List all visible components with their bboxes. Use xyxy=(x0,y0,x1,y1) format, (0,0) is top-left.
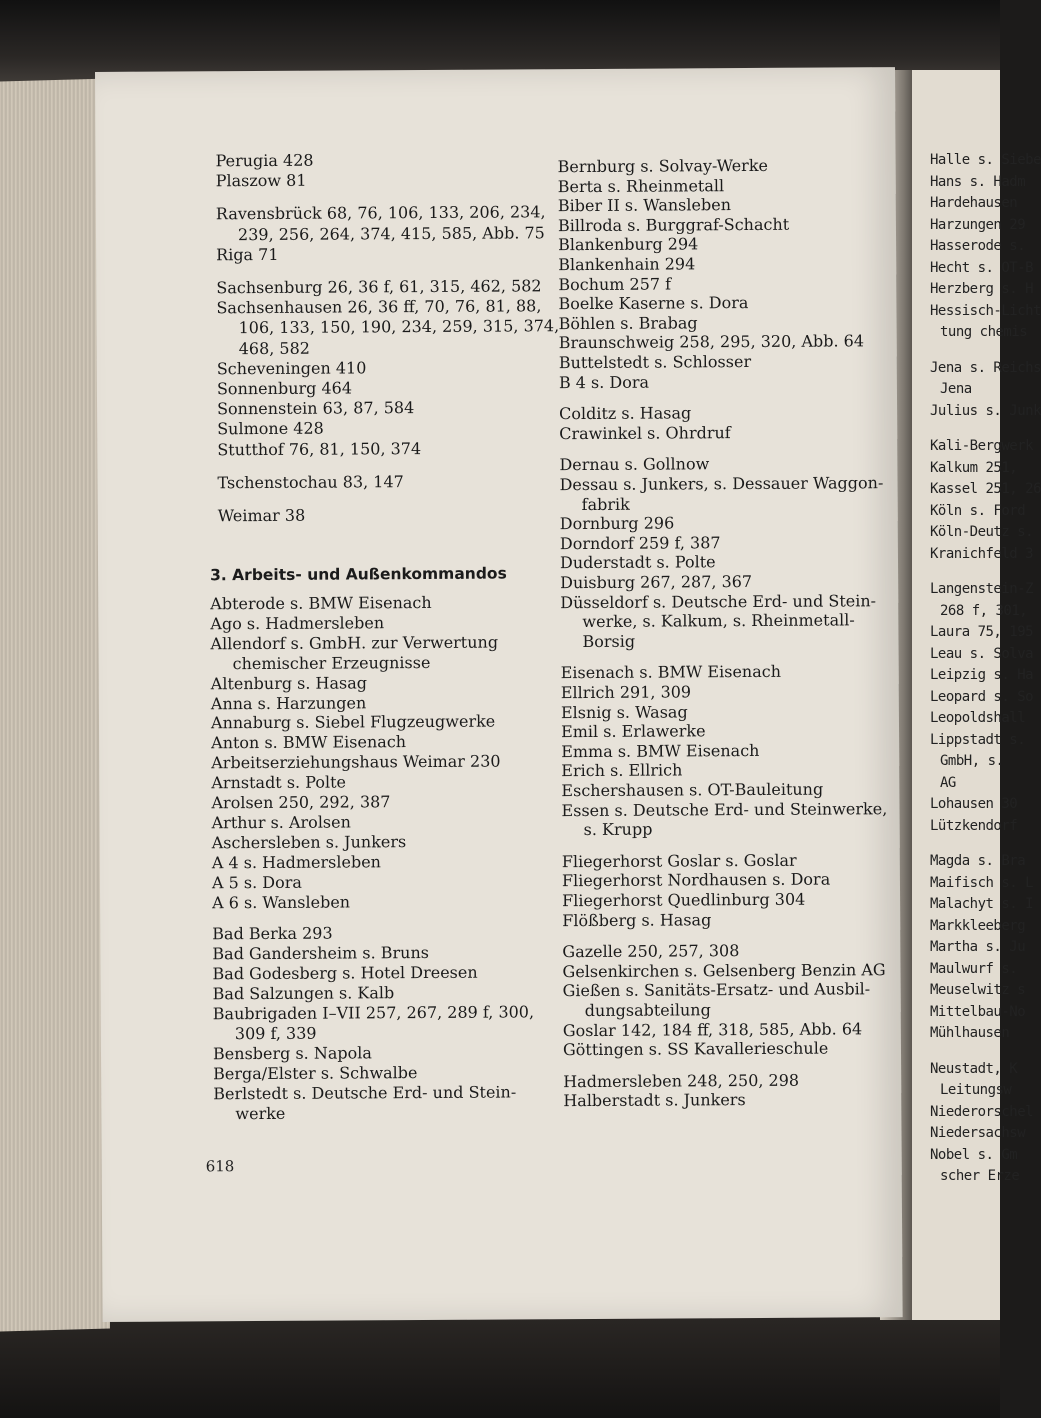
next-page-entry: Hasserode s. xyxy=(930,238,1026,254)
index-entry: Plaszow 81 xyxy=(215,170,307,191)
next-page-entry: Langenstein-Z xyxy=(930,581,1034,597)
next-page-entry: Maifisch s. L xyxy=(930,874,1034,891)
index-entry: Berga/Elster s. Schwalbe xyxy=(213,1062,418,1083)
next-page-entry: Niedersachsw xyxy=(930,1125,1026,1141)
next-page-entry: Köln s. Ford xyxy=(930,502,1026,519)
index-entry: Dorndorf 259 f, 387 xyxy=(559,532,721,553)
index-entry: Altenburg s. Hasag xyxy=(210,672,368,693)
index-entry: 468, 582 xyxy=(238,338,310,358)
page-number: 618 xyxy=(205,1157,235,1176)
next-page-entry: Hans s. Hadm xyxy=(930,173,1026,190)
index-entry: Sulmone 428 xyxy=(217,418,324,439)
index-entry: A 6 s. Wansleben xyxy=(212,891,351,912)
index-entry: Essen s. Deutsche Erd- und Steinwerke, xyxy=(561,798,888,820)
next-page-entry: Kalkum 251, xyxy=(930,459,1018,476)
index-entry: 309 f, 339 xyxy=(234,1023,317,1044)
next-page-entry: Martha s. Ju xyxy=(930,939,1026,955)
index-entry: Göttingen s. SS Kavallerieschule xyxy=(562,1038,829,1060)
index-entry: Arolsen 250, 292, 387 xyxy=(211,792,391,813)
index-entry: Bad Salzungen s. Kalb xyxy=(212,983,395,1004)
index-entry: Aschersleben s. Junkers xyxy=(211,831,407,853)
index-entry: Buttelstedt s. Schlosser xyxy=(558,351,752,373)
next-page-entry: Malachyt s. I xyxy=(930,896,1034,912)
next-page-entry: Kassel 251, 26 xyxy=(930,481,1041,497)
index-entry: Gelsenkirchen s. Gelsenberg Benzin AG xyxy=(562,959,886,981)
index-entry: Bensberg s. Napola xyxy=(212,1043,372,1064)
index-entry: Duderstadt s. Polte xyxy=(559,552,716,573)
next-page-entry: Maulwurf s. xyxy=(930,960,1018,977)
index-entry: Perugia 428 xyxy=(215,150,314,171)
index-entry: Böhlen s. Brabag xyxy=(558,313,698,333)
next-page-entry: scher Erze xyxy=(940,1168,1020,1184)
index-entry: Crawinkel s. Ohrdruf xyxy=(559,422,731,443)
index-entry: Abterode s. BMW Eisenach xyxy=(210,592,432,614)
next-page-entry: AG xyxy=(940,774,956,791)
index-entry: Halberstadt s. Junkers xyxy=(563,1090,746,1111)
index-entry: 239, 256, 264, 374, 415, 585, Abb. 75 xyxy=(237,222,545,244)
next-page-entry: Köln-Deutz s. xyxy=(930,524,1034,540)
index-entry: Sonnenburg 464 xyxy=(216,378,353,399)
next-page-entry: Neustadt, K xyxy=(930,1060,1018,1077)
index-entry: Arbeitserziehungshaus Weimar 230 xyxy=(211,751,501,773)
index-entry: Sonnenstein 63, 87, 584 xyxy=(217,398,415,419)
index-entry: Dessau s. Junkers, s. Dessauer Waggon- xyxy=(559,473,884,495)
next-page-entry: 268 f, 301, xyxy=(940,602,1028,619)
index-entry: Ellrich 291, 309 xyxy=(560,682,692,703)
index-entry: Allendorf s. GmbH. zur Verwertung xyxy=(210,632,499,654)
next-page-entry: Lohausen 30 xyxy=(930,796,1018,812)
next-page-entry: Kranichfeld 3 xyxy=(930,545,1034,562)
book-page xyxy=(95,67,903,1322)
next-page-entry: Hecht s. OT-B xyxy=(930,259,1034,276)
index-entry: Arthur s. Arolsen xyxy=(211,812,351,833)
next-page-entry: Leitungsw xyxy=(940,1082,1012,1098)
next-page-entry: Halle s. Siebe xyxy=(930,152,1041,168)
index-entry: Baubrigaden I–VII 257, 267, 289 f, 300, xyxy=(212,1002,535,1024)
index-entry: Duisburg 267, 287, 367 xyxy=(560,571,753,593)
index-entry: Bochum 257 f xyxy=(558,274,672,294)
index-entry: B 4 s. Dora xyxy=(558,372,650,392)
next-page-entry: Lützkendorf xyxy=(930,817,1018,834)
index-entry: Dernau s. Gollnow xyxy=(559,454,710,475)
index-entry: Weimar 38 xyxy=(217,505,306,526)
index-entry: Fliegerhorst Quedlinburg 304 xyxy=(562,889,806,911)
index-entry: Bad Berka 293 xyxy=(212,923,333,944)
index-entry: Gießen s. Sanitäts-Ersatz- und Ausbil- xyxy=(562,979,871,1001)
index-entry: Braunschweig 258, 295, 320, Abb. 64 xyxy=(558,331,865,353)
index-entry: Anton s. BMW Eisenach xyxy=(211,732,407,753)
next-page-entry: Leopoldshall xyxy=(930,710,1026,726)
index-entry: Colditz s. Hasag xyxy=(559,403,692,424)
index-entry: fabrik xyxy=(581,494,630,514)
next-page-entry: Leipzig s. Ha xyxy=(930,667,1034,683)
index-entry: Sachsenburg 26, 36 f, 61, 315, 462, 582 xyxy=(216,276,542,298)
index-entry: A 5 s. Dora xyxy=(211,872,302,892)
next-page-entry: Markkleeberg xyxy=(930,917,1026,934)
index-entry: Scheveningen 410 xyxy=(216,358,367,379)
index-entry: Fliegerhorst Goslar s. Goslar xyxy=(561,850,797,871)
index-entry: Biber II s. Wansleben xyxy=(557,195,732,216)
index-entry: Elsnig s. Wasag xyxy=(560,701,688,722)
next-page-entry: tung chemis xyxy=(940,324,1028,340)
next-page-entry: Meuselwitz s xyxy=(930,982,1026,998)
next-page-entry: Jena s. Reichs xyxy=(930,359,1041,376)
index-entry: Blankenhain 294 xyxy=(558,254,696,275)
index-entry: s. Krupp xyxy=(583,819,653,840)
index-entry: Goslar 142, 184 ff, 318, 585, Abb. 64 xyxy=(562,1018,863,1040)
index-entry: Annaburg s. Siebel Flugzeugwerke xyxy=(210,711,496,733)
index-entry: Berta s. Rheinmetall xyxy=(557,175,725,196)
index-entry: Gazelle 250, 257, 308 xyxy=(562,941,740,962)
index-entry: Stutthof 76, 81, 150, 374 xyxy=(217,438,422,459)
index-entry: Bad Godesberg s. Hotel Dreesen xyxy=(212,962,478,984)
index-entry: Tschenstochau 83, 147 xyxy=(217,471,404,493)
index-entry: Emil s. Erlawerke xyxy=(560,721,706,742)
section-heading: 3. Arbeits- und Außenkommandos xyxy=(210,564,507,585)
next-page-entry: Lippstadt s. xyxy=(930,731,1026,748)
next-page-entry: Kali-Bergwerk xyxy=(930,438,1034,454)
index-entry: Eschershausen s. OT-Bauleitung xyxy=(561,779,824,801)
index-entry: Bad Gandersheim s. Bruns xyxy=(212,943,430,964)
next-page-fragment xyxy=(912,70,1041,1320)
index-entry: Boelke Kaserne s. Dora xyxy=(558,293,749,314)
index-entry: Dornburg 296 xyxy=(559,513,675,534)
index-entry: Emma s. BMW Eisenach xyxy=(561,740,760,761)
index-entry: Riga 71 xyxy=(216,244,279,265)
index-entry: Ravensbrück 68, 76, 106, 133, 206, 234, xyxy=(215,202,546,224)
index-entry: Ago s. Hadmersleben xyxy=(210,613,385,634)
index-entry: werke xyxy=(235,1103,286,1123)
index-entry: chemischer Erzeugnisse xyxy=(232,652,431,673)
next-page-entry: Hessisch-Licht xyxy=(930,302,1041,319)
next-page-entry: Julius s. Junk xyxy=(930,402,1041,419)
next-page-entry: Magda s. Bra xyxy=(930,853,1026,869)
index-entry: Düsseldorf s. Deutsche Erd- und Stein- xyxy=(560,590,877,612)
next-page-entry: Hardehausen xyxy=(930,195,1018,211)
index-entry: Eisenach s. BMW Eisenach xyxy=(560,662,782,683)
index-entry: Hadmersleben 248, 250, 298 xyxy=(563,1070,800,1091)
next-page-entry: Mühlhausen xyxy=(930,1025,1010,1041)
next-page-entry: Leopard s. So xyxy=(930,688,1034,705)
index-entry: Erich s. Ellrich xyxy=(561,760,683,781)
next-page-entry: Herzberg s. H xyxy=(930,281,1034,297)
index-entry: Flößberg s. Hasag xyxy=(562,909,712,930)
index-entry: Borsig xyxy=(582,631,636,651)
next-page-entry: Mittelbau-No xyxy=(930,1003,1026,1020)
next-page-entry: Laura 75, 195 xyxy=(930,624,1034,640)
next-page-entry: Jena xyxy=(940,381,972,397)
next-page-entry: Harzungen 29 xyxy=(930,216,1026,233)
index-entry: dungsabteilung xyxy=(584,1000,711,1021)
index-entry: Sachsenhausen 26, 36 ff, 70, 76, 81, 88, xyxy=(216,296,542,318)
index-entry: Bernburg s. Solvay-Werke xyxy=(557,155,769,177)
next-page-entry: GmbH, s. xyxy=(940,753,1004,769)
next-page-entry: Niederorschel xyxy=(930,1103,1034,1120)
next-page-entry: Leau s. Solva xyxy=(930,645,1034,662)
next-page-entry: Nobel s. Gm xyxy=(930,1146,1018,1163)
index-entry: Fliegerhorst Nordhausen s. Dora xyxy=(561,869,831,891)
index-entry: werke, s. Kalkum, s. Rheinmetall- xyxy=(582,610,855,632)
index-entry: Arnstadt s. Polte xyxy=(211,772,346,793)
index-entry: A 4 s. Hadmersleben xyxy=(211,851,382,872)
index-entry: 106, 133, 150, 190, 234, 259, 315, 374, xyxy=(238,316,560,338)
book-page-edges xyxy=(0,79,110,1332)
index-entry: Billroda s. Burggraf-Schacht xyxy=(557,214,790,235)
index-entry: Anna s. Harzungen xyxy=(210,692,367,713)
index-entry: Berlstedt s. Deutsche Erd- und Stein- xyxy=(213,1082,517,1103)
index-entry: Blankenburg 294 xyxy=(558,234,699,255)
